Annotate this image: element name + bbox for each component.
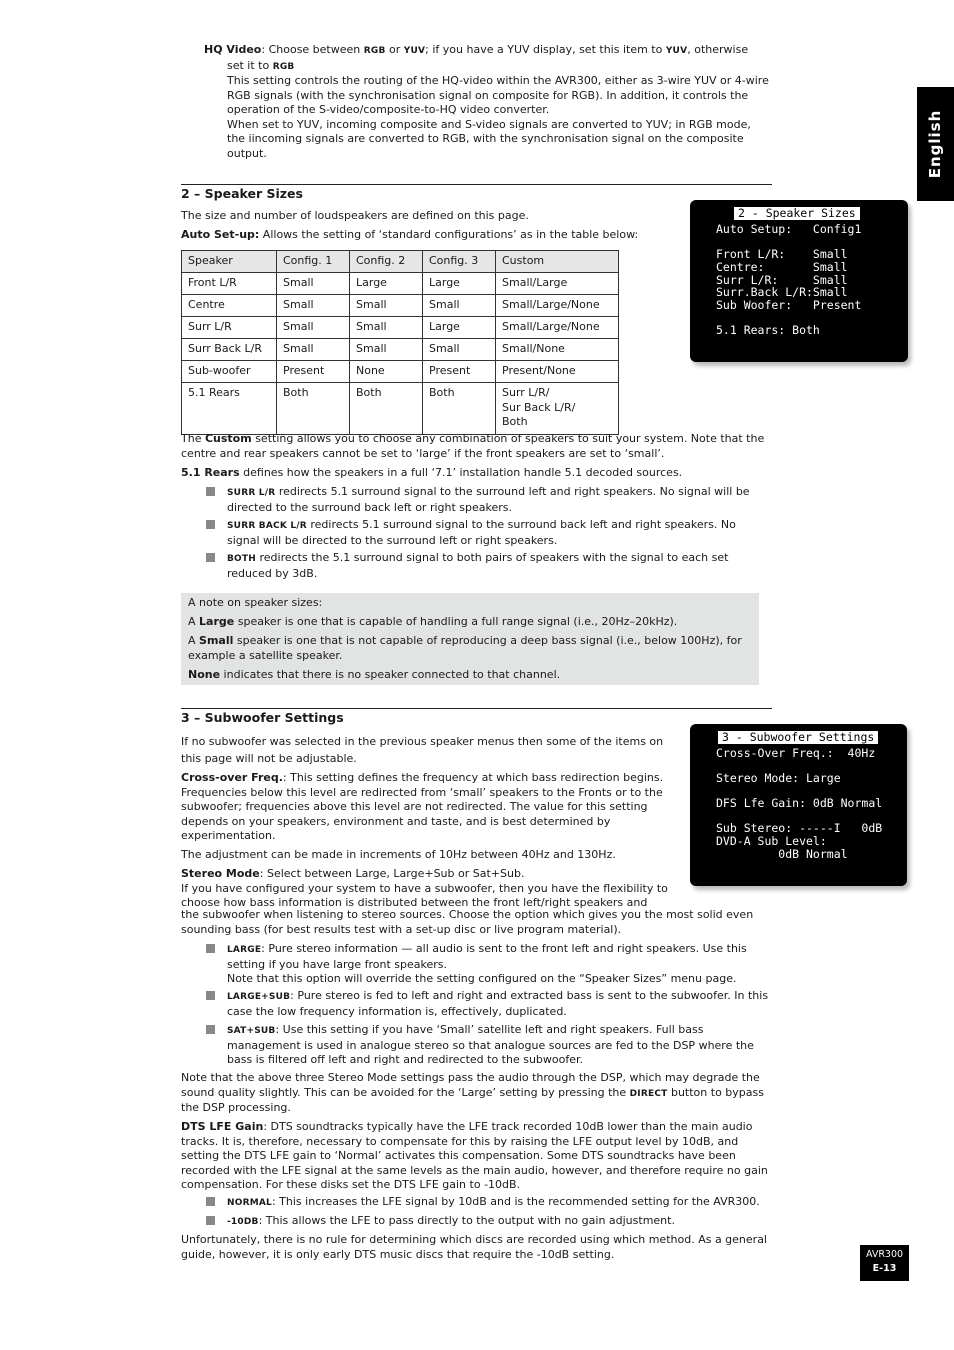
list-item: BOTH redirects the 5.1 surround signal to both pairs of speakers with the signal to each set reduced by 3dB. bbox=[206, 551, 771, 581]
table-cell: None bbox=[350, 361, 423, 383]
list-item: NORMAL: This increases the LFE signal by 10dB and is the recommended setting for the AVR300. bbox=[206, 1195, 771, 1211]
hq-video-line2: set it to RGB bbox=[227, 58, 295, 72]
note-small: A Small speaker is one that is not capable of reproducing a deep bass signal (i.e., below 100Hz), for example a satellite speaker. bbox=[188, 634, 742, 662]
lcd-line: Surr.Back L/R:Small bbox=[716, 285, 848, 299]
table-cell: Small/Large/None bbox=[496, 317, 619, 339]
speaker-intro-block bbox=[181, 209, 771, 247]
subwoofer-intro: If no subwoofer was selected in the previous speaker menus then some of the items on this page will not be adjustable. bbox=[181, 735, 664, 765]
table-header-cell: Config. 1 bbox=[277, 251, 350, 273]
lcd-line: 5.1 Rears: Both bbox=[716, 323, 820, 337]
note-none: None indicates that there is no speaker connected to that channel. bbox=[188, 667, 561, 681]
lcd-line: Stereo Mode: Large bbox=[716, 771, 841, 785]
final-note: Unfortunately, there is no rule for determining which discs are recorded using which method. As a general guide, however, it is only early DTS music discs that require the -10dB setting. bbox=[181, 1233, 767, 1261]
table-row bbox=[182, 295, 619, 317]
table-row bbox=[182, 273, 619, 295]
lcd-line: Front L/R: Small bbox=[716, 247, 848, 261]
increments-text: The adjustment can be made in increments of 10Hz between 40Hz and 130Hz. bbox=[181, 848, 616, 861]
page-number-box bbox=[860, 1245, 909, 1281]
table-header-row bbox=[182, 251, 619, 273]
table-cell: Small bbox=[423, 295, 496, 317]
table-header-cell: Config. 3 bbox=[423, 251, 496, 273]
crossover-text: Cross-over Freq.: This setting defines the frequency at which bass redirection begins. Frequencies below this level are redirected from ‘small’ speakers to the Fronts or to the subwoofer; frequencies above this level are not redirected. The value for this setting depends on your speakers, environment and taste, and is best determined by experimentation. bbox=[181, 771, 664, 842]
lcd-line: Surr L/R: Small bbox=[716, 273, 848, 287]
lcd-line: Sub Stereo: -----I 0dB bbox=[716, 821, 883, 835]
table-row bbox=[182, 317, 619, 339]
custom-block bbox=[181, 432, 771, 485]
lcd-title: 3 - Subwoofer Settings bbox=[718, 731, 878, 744]
section-divider bbox=[181, 184, 772, 185]
table-cell: Small bbox=[350, 317, 423, 339]
dts-lfe-text: DTS LFE Gain: DTS soundtracks typically have the LFE track recorded 10dB lower than the main audio tracks. It is, therefore, necessary to compensate for this by raising the LFE output level by 10dB, and setting the DTS LFE gain to ‘Normal’ activates this compensation. Some DTS soundtracks have been recorded with the LFE signal at the same levels as the main audio, however, and therefore require no gain compensation. For these disks set the DTS LFE gain to -10dB. bbox=[181, 1120, 768, 1191]
table-cell: Both bbox=[350, 383, 423, 435]
table-cell: Small/None bbox=[496, 339, 619, 361]
table-cell: Small bbox=[277, 295, 350, 317]
table-cell: Centre bbox=[182, 295, 277, 317]
table-row bbox=[182, 361, 619, 383]
list-item: SAT+SUB: Use this setting if you have ‘Small’ satellite left and right speakers. Full bass management is used in analogue stereo so that analogue sources are fed to the DSP where the bass is filtered off left and right and redirected to the subwoofer. bbox=[206, 1023, 771, 1068]
table-cell: Both bbox=[423, 383, 496, 435]
hq-video-line1: HQ Video: Choose between RGB or YUV; if you have a YUV display, set this item to YUV, otherwise bbox=[204, 43, 749, 56]
speaker-sizes-heading: 2 – Speaker Sizes bbox=[181, 186, 303, 201]
speaker-intro: The size and number of loudspeakers are defined on this page. bbox=[181, 209, 529, 222]
bullet-square-icon bbox=[206, 487, 215, 496]
bullet-square-icon bbox=[206, 1197, 215, 1206]
table-row bbox=[182, 339, 619, 361]
note-large: A Large speaker is one that is capable of handling a full range signal (i.e., 20Hz–20kHz). bbox=[188, 615, 678, 628]
table-cell: 5.1 Rears bbox=[182, 383, 277, 435]
dsp-note: Note that the above three Stereo Mode settings pass the audio through the DSP, which may degrade the sound quality slightly. This can be avoided for the ‘Large’ setting by pressing the DIRECT button to bypass the DSP processing. bbox=[181, 1071, 764, 1114]
speaker-sizes-lcd-screen bbox=[690, 200, 908, 362]
lcd-line: Cross-Over Freq.: 40Hz bbox=[716, 746, 876, 760]
subwoofer-left-column bbox=[181, 733, 681, 911]
hq-video-para3: When set to YUV, incoming composite and S-video signals are converted to YUV; in RGB mode, the iincoming signals are converted to RGB, with the synchronisation signal on the composite output. bbox=[227, 117, 751, 160]
table-cell: Sub-woofer bbox=[182, 361, 277, 383]
lcd-line: Sub Woofer: Present bbox=[716, 298, 862, 312]
table-cell: Large bbox=[423, 317, 496, 339]
table-cell: Surr Back L/R bbox=[182, 339, 277, 361]
speaker-config-table bbox=[181, 250, 619, 435]
bullet-square-icon bbox=[206, 553, 215, 562]
lcd-line: 0dB Normal bbox=[716, 847, 848, 861]
table-cell: Small bbox=[423, 339, 496, 361]
stereo-mode-desc: If you have configured your system to have a subwoofer, then you have the flexibility to choose how bass information is distributed between the front left/right speakers and bbox=[181, 881, 668, 909]
lcd-line: Centre: Small bbox=[716, 260, 848, 274]
table-header-cell: Custom bbox=[496, 251, 619, 273]
lcd-line: DVD-A Sub Level: bbox=[716, 834, 827, 848]
lcd-line: Auto Setup: Config1 bbox=[716, 222, 862, 236]
hq-video-para2: This setting controls the routing of the HQ-video within the AVR300, either as 3-wire YUV or 4-wire RGB signals (with the synchronisation signal on composite for RGB). In addition, it controls the operation of the S-video/composite-to-HQ video converter. bbox=[227, 74, 769, 116]
table-cell: Both bbox=[277, 383, 350, 435]
section-divider bbox=[181, 708, 772, 709]
bullet-square-icon bbox=[206, 1216, 215, 1225]
language-tab bbox=[917, 87, 954, 201]
bullet-square-icon bbox=[206, 991, 215, 1000]
table-cell: Small bbox=[277, 339, 350, 361]
table-cell: Small/Large bbox=[496, 273, 619, 295]
table-cell: Surr L/R bbox=[182, 317, 277, 339]
stereo-mode-desc-cont: the subwoofer when listening to stereo sources. Choose the option which gives you the most solid even sounding bass (for best results test with a set-up disc or live program material). bbox=[181, 908, 754, 936]
table-cell: Small/Large/None bbox=[496, 295, 619, 317]
table-cell: Large bbox=[423, 273, 496, 295]
bullet-square-icon bbox=[206, 944, 215, 953]
table-cell: Small bbox=[350, 295, 423, 317]
table-cell: Surr L/R/ Sur Back L/R/ Both bbox=[496, 383, 619, 435]
table-header-cell: Config. 2 bbox=[350, 251, 423, 273]
custom-text: The Custom setting allows you to choose any combination of speakers to suit your system. Note that the centre and rear speakers cannot be set to ‘large’ if the front speakers are set to ‘small’. bbox=[181, 432, 765, 460]
subwoofer-settings-lcd-screen bbox=[690, 724, 907, 886]
table-cell: Present bbox=[277, 361, 350, 383]
page-number: E-13 bbox=[872, 1263, 897, 1274]
table-cell: Front L/R bbox=[182, 273, 277, 295]
table-cell: Small bbox=[277, 273, 350, 295]
list-item: LARGE+SUB: Pure stereo is fed to left and right and extracted bass is sent to the subwoofer. In this case the low frequency information is, effectively, duplicated. bbox=[206, 989, 771, 1019]
table-header-cell: Speaker bbox=[182, 251, 277, 273]
table-cell: Small bbox=[277, 317, 350, 339]
table-cell: Large bbox=[350, 273, 423, 295]
dsp-block bbox=[181, 1071, 771, 1197]
table-cell: Small bbox=[350, 339, 423, 361]
table-cell: Present bbox=[423, 361, 496, 383]
note-title: A note on speaker sizes: bbox=[188, 596, 323, 609]
list-item: SURR L/R redirects 5.1 surround signal to the surround left and right speakers. No signal will be directed to the surround back left or right speakers. bbox=[206, 485, 771, 515]
rears-text: 5.1 Rears defines how the speakers in a full ‘7.1’ installation handle 5.1 decoded sources. bbox=[181, 465, 683, 479]
bullet-square-icon bbox=[206, 520, 215, 529]
list-item: -10DB: This allows the LFE to pass directly to the output with no gain adjustment. bbox=[206, 1214, 771, 1230]
hq-video-block bbox=[204, 43, 769, 161]
lcd-title: 2 - Speaker Sizes bbox=[734, 207, 860, 220]
subwoofer-settings-heading: 3 – Subwoofer Settings bbox=[181, 710, 344, 725]
list-item: SURR BACK L/R redirects 5.1 surround signal to the surround back left and right speakers. No signal will be directed to the surround left or right speakers. bbox=[206, 518, 771, 548]
stereo-mode-text: Stereo Mode: Select between Large, Large+Sub or Sat+Sub. bbox=[181, 867, 525, 880]
auto-setup-text: Auto Set-up: Allows the setting of ‘standard configurations’ as in the table below: bbox=[181, 228, 639, 241]
lcd-line: DFS Lfe Gain: 0dB Normal bbox=[716, 796, 883, 810]
list-item: LARGE: Pure stereo information — all audio is sent to the front left and right speakers. Use this setting if you have large front speakers. Note that this option will override the setting configured on the “Speaker Sizes” menu page. bbox=[206, 942, 771, 987]
table-cell: Present/None bbox=[496, 361, 619, 383]
bullet-square-icon bbox=[206, 1025, 215, 1034]
table-row bbox=[182, 383, 619, 435]
model-label: AVR300 bbox=[865, 1249, 904, 1260]
language-tab-label: English bbox=[926, 109, 944, 179]
speaker-size-note-box bbox=[181, 593, 759, 685]
